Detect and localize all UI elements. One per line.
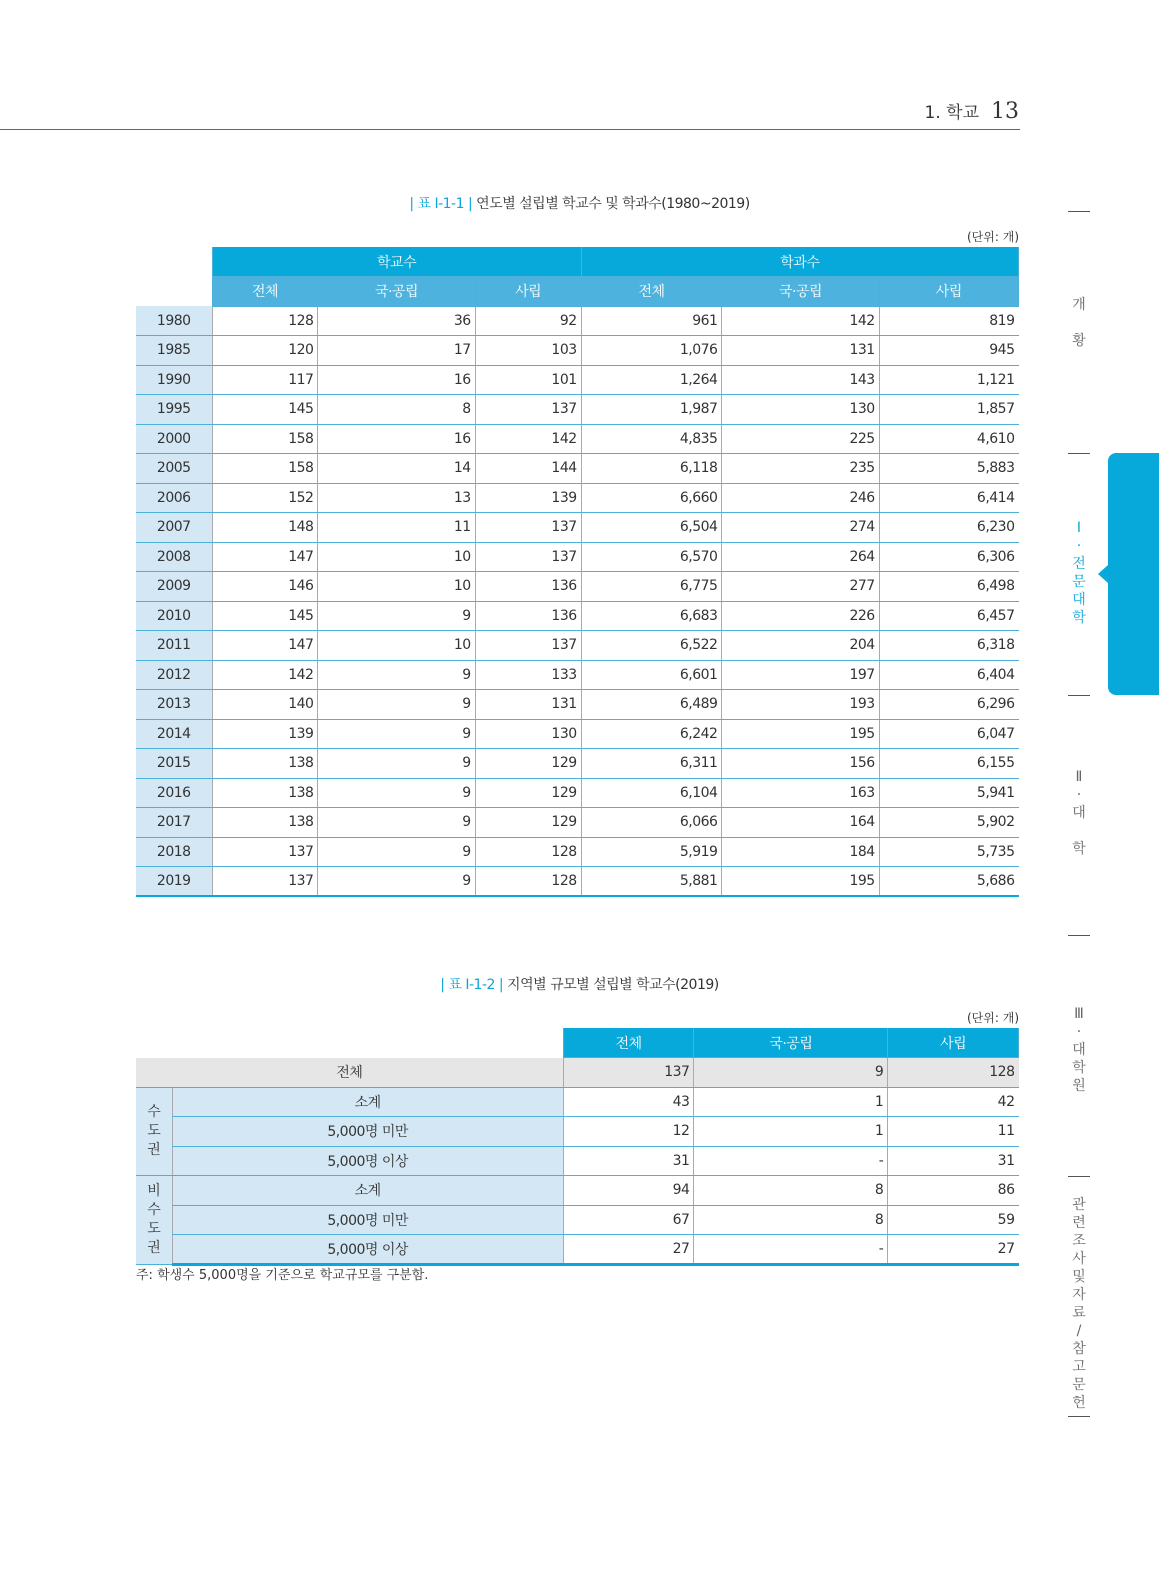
value-cell: 101 — [475, 365, 581, 395]
sidebar-chapter-2[interactable]: Ⅱ · 대 학 — [1072, 769, 1086, 857]
value-cell: 11 — [888, 1117, 1019, 1147]
value-cell: 6,498 — [879, 572, 1018, 602]
value-cell: 4,835 — [581, 424, 722, 454]
value-cell: 9 — [318, 749, 475, 779]
table-row — [136, 690, 1019, 720]
value-cell: 6,570 — [581, 542, 722, 572]
value-cell: 1,264 — [581, 365, 722, 395]
row-label: 5,000명 이상 — [172, 1235, 563, 1265]
value-cell: 138 — [212, 778, 318, 808]
value-cell: 6,242 — [581, 719, 722, 749]
value-cell: 6,296 — [879, 690, 1018, 720]
value-cell: 31 — [888, 1146, 1019, 1176]
sidebar-chapter-3[interactable]: Ⅲ · 대 학 원 — [1072, 1006, 1086, 1094]
value-cell: 1,121 — [879, 365, 1018, 395]
value-cell: 1,987 — [581, 395, 722, 425]
value-cell: 6,230 — [879, 513, 1018, 543]
year-cell: 2006 — [136, 483, 212, 513]
value-cell: 31 — [563, 1146, 694, 1176]
column-header: 전체 — [581, 277, 722, 307]
value-cell: 8 — [694, 1205, 888, 1235]
column-header: 국·공립 — [694, 1028, 888, 1058]
value-cell: - — [694, 1146, 888, 1176]
value-cell: 120 — [212, 336, 318, 366]
value-cell: 129 — [475, 778, 581, 808]
value-cell: 137 — [475, 631, 581, 661]
value-cell: 9 — [318, 690, 475, 720]
value-cell: 6,683 — [581, 601, 722, 631]
year-cell: 2016 — [136, 778, 212, 808]
value-cell: 129 — [475, 808, 581, 838]
value-cell: 5,881 — [581, 867, 722, 897]
value-cell: 67 — [563, 1205, 694, 1235]
value-cell: 6,306 — [879, 542, 1018, 572]
table-row — [136, 395, 1019, 425]
header-rule — [0, 129, 1020, 130]
value-cell: 137 — [563, 1058, 694, 1088]
value-cell: 144 — [475, 454, 581, 484]
value-cell: 5,919 — [581, 837, 722, 867]
column-header: 국·공립 — [722, 277, 879, 307]
table-row — [136, 424, 1019, 454]
value-cell: 156 — [722, 749, 879, 779]
value-cell: 9 — [318, 719, 475, 749]
value-cell: 103 — [475, 336, 581, 366]
value-cell: 117 — [212, 365, 318, 395]
value-cell: 1,857 — [879, 395, 1018, 425]
table-row — [136, 513, 1019, 543]
value-cell: 1 — [694, 1087, 888, 1117]
column-header: 전체 — [212, 277, 318, 307]
year-cell: 1985 — [136, 336, 212, 366]
value-cell: 6,047 — [879, 719, 1018, 749]
sidebar-chapter-1[interactable]: Ⅰ · 전 문 대 학 — [1072, 520, 1086, 626]
value-cell: 1 — [694, 1117, 888, 1147]
value-cell: 225 — [722, 424, 879, 454]
table2-caption — [0, 974, 1159, 994]
value-cell: 264 — [722, 542, 879, 572]
year-cell: 2005 — [136, 454, 212, 484]
row-label: 5,000명 미만 — [172, 1205, 563, 1235]
value-cell: 5,686 — [879, 867, 1018, 897]
region-group-label: 비 수 도 권 — [136, 1176, 172, 1265]
table-row — [136, 542, 1019, 572]
value-cell: 226 — [722, 601, 879, 631]
year-cell: 2009 — [136, 572, 212, 602]
year-cell: 2014 — [136, 719, 212, 749]
value-cell: 6,066 — [581, 808, 722, 838]
value-cell: 945 — [879, 336, 1018, 366]
value-cell: 142 — [722, 306, 879, 336]
value-cell: 131 — [722, 336, 879, 366]
value-cell: 12 — [563, 1117, 694, 1147]
value-cell: 235 — [722, 454, 879, 484]
value-cell: 1,076 — [581, 336, 722, 366]
year-cell: 2010 — [136, 601, 212, 631]
row-label: 5,000명 미만 — [172, 1117, 563, 1147]
value-cell: 128 — [475, 837, 581, 867]
value-cell: 5,883 — [879, 454, 1018, 484]
value-cell: 133 — [475, 660, 581, 690]
value-cell: 204 — [722, 631, 879, 661]
table1-title: 연도별 설립별 학교수 및 학과수(1980~2019) — [476, 196, 750, 212]
value-cell: 4,610 — [879, 424, 1018, 454]
year-cell: 2015 — [136, 749, 212, 779]
year-cell: 1990 — [136, 365, 212, 395]
value-cell: 140 — [212, 690, 318, 720]
table-row — [136, 454, 1019, 484]
value-cell: 16 — [318, 365, 475, 395]
value-cell: 27 — [563, 1235, 694, 1265]
table1-caption — [0, 193, 1159, 213]
corner-cell — [136, 247, 212, 277]
sidebar-divider — [1068, 695, 1090, 696]
value-cell: 16 — [318, 424, 475, 454]
table-row — [136, 1176, 1019, 1206]
value-cell: 9 — [318, 778, 475, 808]
value-cell: 13 — [318, 483, 475, 513]
value-cell: 138 — [212, 749, 318, 779]
value-cell: 137 — [475, 395, 581, 425]
year-cell: 2011 — [136, 631, 212, 661]
column-header: 사립 — [879, 277, 1018, 307]
value-cell: 6,457 — [879, 601, 1018, 631]
value-cell: 145 — [212, 601, 318, 631]
corner-cell — [136, 1028, 563, 1058]
table-row — [136, 1087, 1019, 1117]
region-group-label: 수 도 권 — [136, 1087, 172, 1176]
sidebar-divider — [1068, 1416, 1090, 1417]
value-cell: 128 — [475, 867, 581, 897]
table-row — [136, 336, 1019, 366]
year-cell: 1980 — [136, 306, 212, 336]
value-cell: 9 — [318, 867, 475, 897]
value-cell: 193 — [722, 690, 879, 720]
table-row — [136, 808, 1019, 838]
value-cell: 6,601 — [581, 660, 722, 690]
year-cell: 1995 — [136, 395, 212, 425]
value-cell: 184 — [722, 837, 879, 867]
table-row — [136, 1146, 1019, 1176]
value-cell: 139 — [212, 719, 318, 749]
value-cell: 59 — [888, 1205, 1019, 1235]
value-cell: 130 — [475, 719, 581, 749]
value-cell: 137 — [475, 542, 581, 572]
value-cell: 6,414 — [879, 483, 1018, 513]
running-header — [925, 98, 1019, 124]
value-cell: 137 — [212, 867, 318, 897]
table-row — [136, 306, 1019, 336]
value-cell: 148 — [212, 513, 318, 543]
table-row — [136, 749, 1019, 779]
total-row — [136, 1058, 1019, 1088]
column-header: 전체 — [563, 1028, 694, 1058]
table2-note: 주: 학생수 5,000명을 기준으로 학교규모를 구분함. — [136, 1268, 429, 1283]
value-cell: 9 — [694, 1058, 888, 1088]
value-cell: 6,311 — [581, 749, 722, 779]
table-region-size — [136, 1028, 1019, 1266]
value-cell: 163 — [722, 778, 879, 808]
table-row — [136, 572, 1019, 602]
value-cell: 142 — [475, 424, 581, 454]
value-cell: 27 — [888, 1235, 1019, 1265]
year-cell: 2013 — [136, 690, 212, 720]
value-cell: 961 — [581, 306, 722, 336]
value-cell: 195 — [722, 867, 879, 897]
sidebar-divider — [1068, 935, 1090, 936]
group-header-departments: 학과수 — [581, 247, 1018, 277]
year-cell: 2019 — [136, 867, 212, 897]
column-header: 사립 — [888, 1028, 1019, 1058]
table-row — [136, 867, 1019, 897]
value-cell: 10 — [318, 572, 475, 602]
value-cell: 42 — [888, 1087, 1019, 1117]
value-cell: 36 — [318, 306, 475, 336]
value-cell: 86 — [888, 1176, 1019, 1206]
value-cell: 6,404 — [879, 660, 1018, 690]
value-cell: 9 — [318, 660, 475, 690]
table2-unit: (단위: 개) — [967, 1011, 1019, 1025]
year-cell: 2017 — [136, 808, 212, 838]
row-label: 소계 — [172, 1176, 563, 1206]
value-cell: 274 — [722, 513, 879, 543]
value-cell: 158 — [212, 424, 318, 454]
value-cell: 152 — [212, 483, 318, 513]
value-cell: 164 — [722, 808, 879, 838]
value-cell: 8 — [318, 395, 475, 425]
table-row — [136, 483, 1019, 513]
table-row — [136, 1235, 1019, 1265]
table1-unit: (단위: 개) — [967, 230, 1019, 244]
value-cell: 5,902 — [879, 808, 1018, 838]
table-row — [136, 1205, 1019, 1235]
value-cell: 6,104 — [581, 778, 722, 808]
value-cell: 147 — [212, 542, 318, 572]
year-cell: 2000 — [136, 424, 212, 454]
value-cell: 9 — [318, 601, 475, 631]
value-cell: 17 — [318, 336, 475, 366]
table-schools-departments — [136, 247, 1019, 897]
table-row — [136, 365, 1019, 395]
section-title: 1. 학교 — [924, 103, 979, 123]
value-cell: 5,941 — [879, 778, 1018, 808]
table-row — [136, 778, 1019, 808]
column-header: 국·공립 — [318, 277, 475, 307]
value-cell: 6,155 — [879, 749, 1018, 779]
table-row — [136, 601, 1019, 631]
table-row — [136, 631, 1019, 661]
year-cell: 2008 — [136, 542, 212, 572]
table2-tag: | 표 Ⅰ-1-2 | — [440, 977, 504, 993]
value-cell: 11 — [318, 513, 475, 543]
table-row — [136, 837, 1019, 867]
value-cell: 819 — [879, 306, 1018, 336]
value-cell: 6,522 — [581, 631, 722, 661]
year-cell: 2012 — [136, 660, 212, 690]
group-header-schools: 학교수 — [212, 247, 581, 277]
sidebar-divider — [1068, 1176, 1090, 1177]
sidebar-divider — [1068, 211, 1090, 212]
value-cell: 6,118 — [581, 454, 722, 484]
value-cell: 158 — [212, 454, 318, 484]
value-cell: 136 — [475, 572, 581, 602]
value-cell: 6,489 — [581, 690, 722, 720]
value-cell: 143 — [722, 365, 879, 395]
value-cell: 43 — [563, 1087, 694, 1117]
value-cell: 94 — [563, 1176, 694, 1206]
value-cell: 5,735 — [879, 837, 1018, 867]
value-cell: 277 — [722, 572, 879, 602]
sidebar-chapter-4[interactable]: 관 련 조 사 및 자 료 / 참 고 문 헌 — [1072, 1197, 1086, 1411]
value-cell: 14 — [318, 454, 475, 484]
table2-title: 지역별 규모별 설립별 학교수(2019) — [507, 977, 719, 993]
page-number: 13 — [991, 99, 1019, 124]
row-label: 5,000명 이상 — [172, 1146, 563, 1176]
value-cell: 197 — [722, 660, 879, 690]
value-cell: 128 — [888, 1058, 1019, 1088]
value-cell: 8 — [694, 1176, 888, 1206]
value-cell: 128 — [212, 306, 318, 336]
sidebar-chapter-0[interactable]: 개 황 — [1072, 297, 1086, 349]
value-cell: 9 — [318, 837, 475, 867]
value-cell: 142 — [212, 660, 318, 690]
value-cell: 10 — [318, 631, 475, 661]
value-cell: 129 — [475, 749, 581, 779]
value-cell: 246 — [722, 483, 879, 513]
value-cell: 6,660 — [581, 483, 722, 513]
column-header: 사립 — [475, 277, 581, 307]
value-cell: 147 — [212, 631, 318, 661]
value-cell: 146 — [212, 572, 318, 602]
sidebar-divider — [1068, 453, 1090, 454]
value-cell: 9 — [318, 808, 475, 838]
value-cell: 139 — [475, 483, 581, 513]
row-label: 소계 — [172, 1087, 563, 1117]
value-cell: 130 — [722, 395, 879, 425]
table-row — [136, 1117, 1019, 1147]
table-row — [136, 660, 1019, 690]
active-chapter-tab[interactable] — [1108, 453, 1159, 695]
year-cell: 2007 — [136, 513, 212, 543]
value-cell: 10 — [318, 542, 475, 572]
value-cell: 136 — [475, 601, 581, 631]
value-cell: 195 — [722, 719, 879, 749]
value-cell: 6,775 — [581, 572, 722, 602]
value-cell: 137 — [212, 837, 318, 867]
table1-tag: | 표 Ⅰ-1-1 | — [409, 196, 473, 212]
value-cell: 131 — [475, 690, 581, 720]
value-cell: 137 — [475, 513, 581, 543]
corner-cell — [136, 277, 212, 307]
value-cell: 138 — [212, 808, 318, 838]
year-cell: 2018 — [136, 837, 212, 867]
value-cell: 145 — [212, 395, 318, 425]
value-cell: 6,504 — [581, 513, 722, 543]
value-cell: 92 — [475, 306, 581, 336]
row-label: 전체 — [136, 1058, 563, 1088]
value-cell: 6,318 — [879, 631, 1018, 661]
value-cell: - — [694, 1235, 888, 1265]
table-row — [136, 719, 1019, 749]
